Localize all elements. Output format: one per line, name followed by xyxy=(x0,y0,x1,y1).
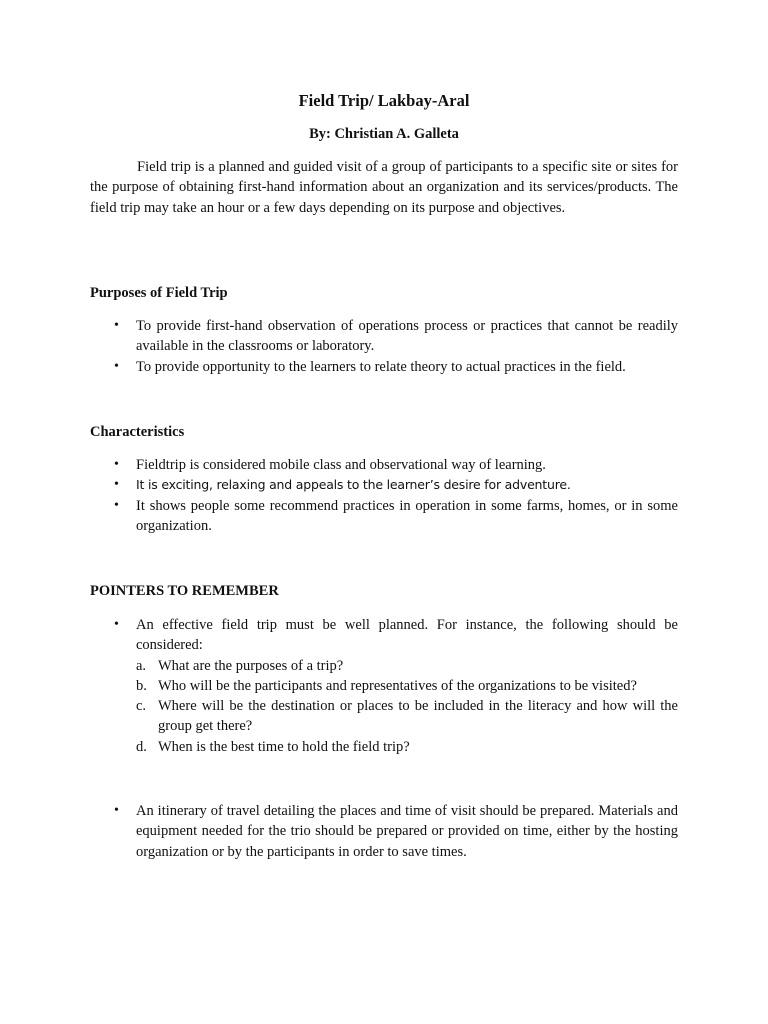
list-item-text: Fieldtrip is considered mobile class and observational way of learning. xyxy=(136,457,546,473)
intro-paragraph: Field trip is a planned and guided visit of a group of participants to a specific site or sites for the purpose of obtaining first-hand information about an organization and its services/products. The field trip may take an hour or a few days depending on its purpose and objectives. xyxy=(90,159,678,216)
list-item-text: To provide opportunity to the learners to relate theory to actual practices in the field. xyxy=(136,358,626,375)
sub-list-item xyxy=(136,737,678,757)
pointers-list-continued xyxy=(90,801,678,862)
list-item-text: An itinerary of travel detailing the places and time of visit should be prepared. Materials and equipment needed for the trio should be prepared or provided on time, either by the hosting organization or by the participants in order to save times. xyxy=(136,803,678,860)
sub-list-letter: a. xyxy=(136,657,147,674)
bullet-icon: • xyxy=(114,457,119,472)
purposes-list xyxy=(90,316,678,377)
bullet-icon: • xyxy=(114,803,119,818)
sub-list-letter: b. xyxy=(136,677,147,694)
purposes-heading: Purposes of Field Trip xyxy=(90,285,228,301)
document-title: Field Trip/ Lakbay-Aral xyxy=(298,91,470,110)
list-item xyxy=(90,357,678,377)
list-item xyxy=(90,475,678,495)
sub-list-text: What are the purposes of a trip? xyxy=(158,657,344,674)
considerations-list xyxy=(136,656,678,757)
list-item xyxy=(90,496,678,537)
sub-list-text: Where will be the destination or places to be included in the literacy and how will the group get there? xyxy=(158,698,678,735)
sub-list-text: Who will be the participants and representatives of the organizations to be visited? xyxy=(158,677,637,694)
list-item xyxy=(90,801,678,862)
sub-list-letter: c. xyxy=(136,698,147,715)
sub-list-item xyxy=(136,696,678,737)
pointers-heading: POINTERS TO REMEMBER xyxy=(90,583,279,599)
characteristics-heading: Characteristics xyxy=(90,424,185,440)
document-byline: By: Christian A. Galleta xyxy=(309,126,459,142)
bullet-icon: • xyxy=(114,318,119,333)
sub-list-item xyxy=(136,676,678,696)
sub-list-text: When is the best time to hold the field trip? xyxy=(158,738,410,755)
bullet-icon: • xyxy=(114,358,119,374)
bullet-icon: • xyxy=(114,497,119,513)
bullet-icon: • xyxy=(114,617,119,632)
list-item xyxy=(90,615,678,757)
pointers-list xyxy=(90,615,678,757)
list-item-text: It is exciting, relaxing and appeals to the learner’s desire for adventure. xyxy=(136,477,571,493)
list-item-text: To provide first-hand observation of operations process or practices that cannot be readily available in the classrooms or laboratory. xyxy=(136,318,678,355)
bullet-icon: • xyxy=(114,477,119,493)
list-item xyxy=(90,316,678,357)
sub-list-item xyxy=(136,656,678,676)
list-item-text: It shows people some recommend practices in operation in some farms, homes, or in some organization. xyxy=(136,497,678,534)
sub-list-letter: d. xyxy=(136,738,147,755)
list-item-text: An effective field trip must be well planned. For instance, the following should be considered: xyxy=(136,617,678,654)
list-item xyxy=(90,455,678,475)
characteristics-list xyxy=(90,455,678,536)
